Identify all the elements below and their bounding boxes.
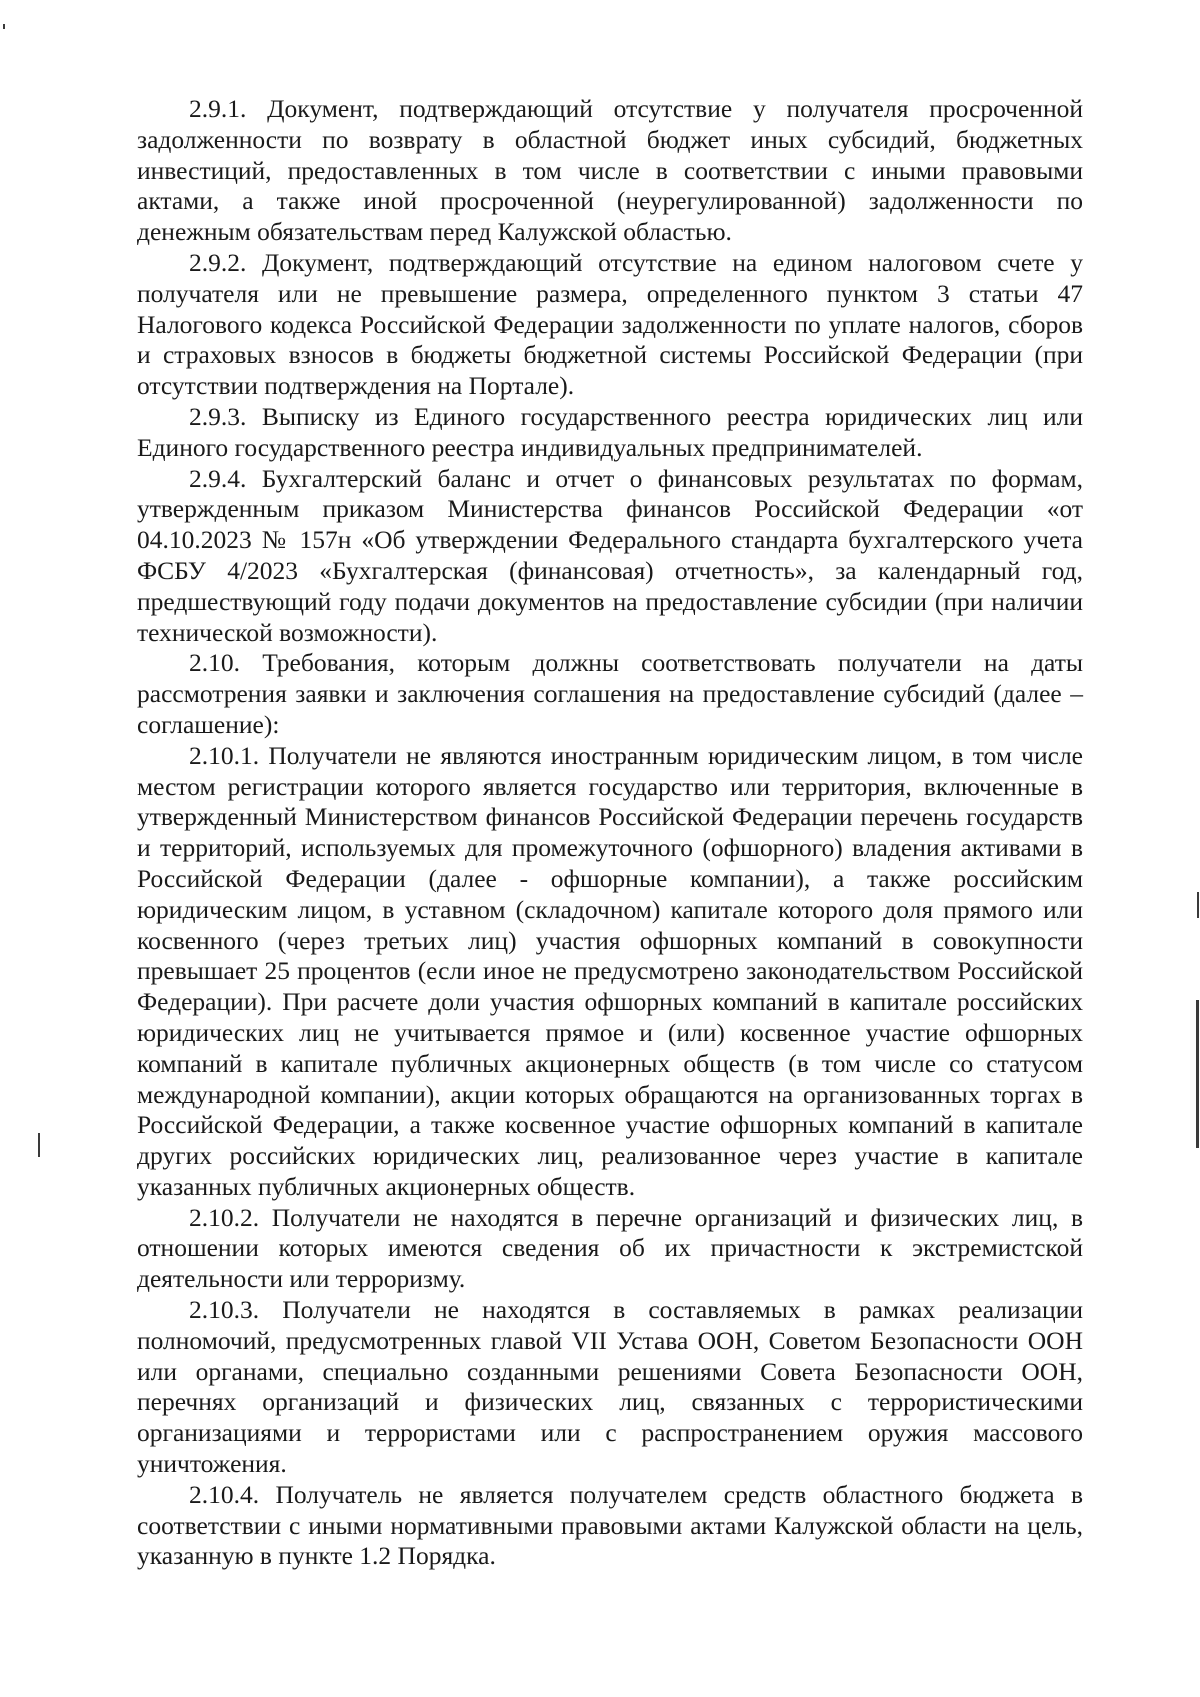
- scan-mark-right-lower: [1196, 1000, 1199, 1148]
- scan-dot-top: [3, 24, 5, 29]
- paragraph-2-9-1: 2.9.1. Документ, подтверждающий отсутствие у получателя просроченной задолженности по возврату в областной бюджет иных субсидий, бюджетных инвестиций, предоставленных в том числе в соответствии с иными правовыми актами, а также иной просроченной (неурегулированной) задолженности по денежным обязательствам перед Калужской областью.: [137, 94, 1083, 247]
- paragraph-2-10-1: 2.10.1. Получатели не являются иностранным юридическим лицом, в том числе местом регистрации которого является государство или территория, включенные в утвержденный Министерством финансов Российской Федерации перечень государств и территорий, используемых для промежуточного (офшорного) владения активами в Российской Федерации (далее - офшорные компании), а также российским юридическим лицом, в уставном (складочном) капитале которого доля прямого или косвенного (через третьих лиц) участия офшорных компаний в совокупности превышает 25 процентов (если иное не предусмотрено законодательством Российской Федерации). При расчете доли участия офшорных компаний в капитале российских юридических лиц не учитывается прямое и (или) косвенное участие офшорных компаний в капитале публичных акционерных обществ (в том числе со статусом международной компании), акции которых обращаются на организованных торгах в Российской Федерации, а также косвенное участие офшорных компаний в капитале других российских юридических лиц, реализованное через участие в капитале указанных публичных акционерных обществ.: [137, 740, 1083, 1201]
- paragraph-2-10-2: 2.10.2. Получатели не находятся в перечне организаций и физических лиц, в отношении которых имеются сведения об их причастности к экстремистской деятельности или терроризму.: [137, 1202, 1083, 1294]
- paragraph-2-9-2: 2.9.2. Документ, подтверждающий отсутствие на едином налоговом счете у получателя или не превышение размера, определенного пунктом 3 статьи 47 Налогового кодекса Российской Федерации задолженности по уплате налогов, сборов и страховых взносов в бюджеты бюджетной системы Российской Федерации (при отсутствии подтверждения на Портале).: [137, 247, 1083, 401]
- paragraph-2-10-3: 2.10.3. Получатели не находятся в составляемых в рамках реализации полномочий, предусмотренных главой VII Устава ООН, Советом Безопасности ООН или органами, специально созданными решениями Совета Безопасности ООН, перечнях организаций и физических лиц, связанных с террористическими организациями и террористами или с распространением оружия массового уничтожения.: [137, 1295, 1083, 1479]
- scan-mark-left: [38, 1133, 40, 1157]
- paragraph-2-9-3: 2.9.3. Выписку из Единого государственного реестра юридических лиц или Единого государственного реестра индивидуальных предпринимателей.: [137, 401, 1083, 462]
- paragraph-2-10-4: 2.10.4. Получатель не является получателем средств областного бюджета в соответствии с иными нормативными правовыми актами Калужской области на цель, указанную в пункте 1.2 Порядка.: [137, 1479, 1083, 1571]
- document-body: [137, 94, 1083, 1572]
- scan-mark-right-upper: [1197, 892, 1199, 918]
- paragraph-2-9-4: 2.9.4. Бухгалтерский баланс и отчет о финансовых результатах по формам, утвержденным приказом Министерства финансов Российской Федерации «от 04.10.2023 № 157н «Об утверждении Федерального стандарта бухгалтерского учета ФСБУ 4/2023 «Бухгалтерская (финансовая) отчетность», за календарный год, предшествующий году подачи документов на предоставление субсидии (при наличии технической возможности).: [137, 463, 1083, 647]
- paragraph-2-10: 2.10. Требования, которым должны соответствовать получатели на даты рассмотрения заявки и заключения соглашения на предоставление субсидий (далее – соглашение):: [137, 648, 1083, 739]
